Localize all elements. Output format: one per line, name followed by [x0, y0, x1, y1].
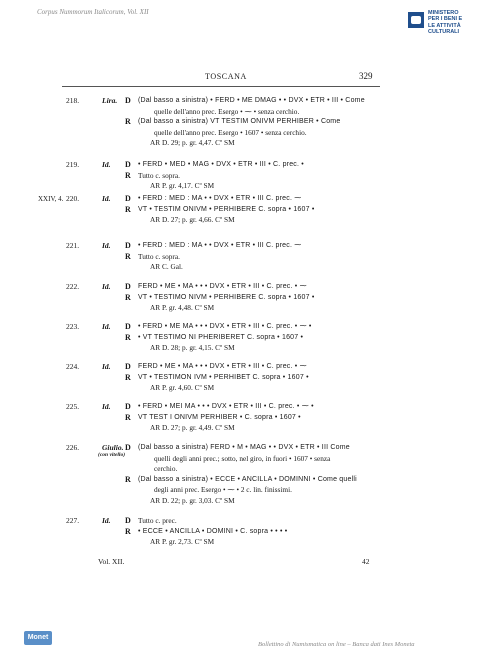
description-line: (Dal basso a sinistra) VT TESTIM ONIVM PERHIBER • Come: [138, 118, 341, 125]
description-line: Tutto c. sopra.: [138, 251, 180, 261]
reverse-mark: R: [125, 251, 131, 261]
obverse-mark: D: [125, 194, 131, 203]
denomination: Id.: [102, 516, 111, 525]
description-line: • FERD • ME MA • • • DVX • ETR • III • C. prec. • ⁓ •: [138, 323, 312, 330]
reverse-mark: R: [125, 332, 131, 342]
description-line: quelle dell'anno prec. Esergo • ⁓ • senza cerchio.: [154, 106, 300, 116]
denomination: Id.: [102, 160, 111, 169]
entry-number: 227.: [66, 516, 80, 525]
obverse-mark: D: [125, 282, 131, 291]
obverse-mark: D: [125, 516, 131, 525]
bulletin-credit: Bollettino di Numismatica on line – Banca dati Ines Moneta: [258, 641, 415, 648]
title-rule: [62, 86, 380, 87]
reverse-mark: R: [125, 117, 131, 126]
reverse-mark: R: [125, 526, 131, 536]
description-line: (Dal basso a sinistra) • FERD • ME DMAG • • DVX • ETR • III • Come: [138, 97, 365, 104]
reverse-mark: R: [125, 292, 131, 302]
description-line: Tutto c. prec.: [138, 516, 177, 525]
entry-number: 225.: [66, 402, 80, 411]
sheet-number: 42: [362, 557, 370, 566]
description-line: • FERD : MED : MA • • DVX • ETR • III C. prec. ⁓: [138, 195, 302, 202]
obverse-mark: D: [125, 322, 131, 331]
volume-label: Vol. XII.: [98, 557, 125, 566]
obverse-mark: D: [125, 362, 131, 371]
ministry-logo-icon: [408, 12, 424, 28]
weight-line: AR P. gr. 4,48. Cº SM: [150, 303, 215, 312]
weight-line: AR C. Gal.: [150, 262, 183, 271]
ministry-label: MINISTERO PER I BENI E LE ATTIVITÀ CULTURALI: [428, 10, 463, 36]
obverse-mark: D: [125, 160, 131, 169]
entry-number: 224.: [66, 362, 80, 371]
obverse-mark: D: [125, 96, 131, 105]
entry-number: 226.: [66, 443, 80, 452]
reverse-mark: R: [125, 170, 131, 180]
description-line: VT • TESTIMO NIVM • PERHIBERE C. sopra • 1607 •: [138, 293, 315, 301]
description-line: quelle dell'anno prec. Esergo • 1607 • senza cerchio.: [154, 127, 307, 137]
description-line: FERD • ME • MA • • • DVX • ETR • III • C. prec. • ⁓: [138, 283, 307, 290]
denomination: Id.: [102, 194, 111, 203]
denomination: Id.: [102, 322, 111, 331]
denomination: Id.: [102, 241, 111, 250]
entry-number: 222.: [66, 282, 80, 291]
description-line: • ECCE • ANCILLA • DOMINI • C. sopra • • • •: [138, 527, 288, 535]
weight-line: AR D. 29; p. gr. 4,47. Cº SM: [150, 138, 235, 147]
denomination: Id.: [102, 362, 111, 371]
reverse-mark: R: [125, 412, 131, 422]
weight-line: AR D. 22; p. gr. 3,03. Cº SM: [150, 495, 235, 505]
description-line: degli anni prec. Esergo • ⁓ • 2 c. lin. finissimi.: [154, 485, 292, 494]
reverse-mark: R: [125, 372, 131, 382]
page-title: TOSCANA: [205, 72, 247, 81]
plate-reference: XXIV, 4.: [38, 195, 64, 203]
description-line: cerchio.: [154, 464, 178, 473]
weight-line: AR P. gr. 2,73. Cº SM: [150, 537, 215, 546]
obverse-mark: D: [125, 443, 131, 452]
description-line: VT TEST I ONIVM PERHIBER • C. sopra • 1607 •: [138, 413, 301, 421]
reverse-mark: R: [125, 204, 131, 214]
entry-number: 218.: [66, 96, 80, 105]
description-line: • FERD : MED : MA • • DVX • ETR • III C. prec. ⁓: [138, 242, 302, 249]
description-line: (Dal basso a sinistra) FERD • M • MAG • • DVX • ETR • III Come: [138, 444, 350, 451]
description-line: Tutto c. sopra.: [138, 170, 180, 180]
description-line: FERD • ME • MA • • • DVX • ETR • III • C. prec. • ⁓: [138, 363, 307, 370]
weight-line: AR D. 27; p. gr. 4,49. Cº SM: [150, 423, 235, 432]
denomination: Id.: [102, 282, 111, 291]
denomination: Lira.: [102, 96, 118, 105]
weight-line: AR D. 28; p. gr. 4,15. Cº SM: [150, 343, 235, 352]
corpus-header: Corpus Nummorum Italicorum, Vol. XII: [37, 8, 149, 16]
obverse-mark: D: [125, 241, 131, 250]
description-line: • VT TESTIMO NI PHERIBERET C. sopra • 1607 •: [138, 333, 304, 341]
description-line: (Dal basso a sinistra) • ECCE • ANCILLA • DOMINNI • Come quelli: [138, 475, 357, 483]
reverse-mark: R: [125, 474, 131, 484]
description-line: • FERD • MEI MA • • • DVX • ETR • III • C. prec. • ⁓ •: [138, 403, 314, 410]
denomination-note: (con vitello): [98, 452, 126, 458]
description-line: • FERD • MED • MAG • DVX • ETR • III • C. prec. •: [138, 161, 304, 168]
description-line: quelli degli anni prec.; sotto, nel giro, in fuori • 1607 • senza: [154, 453, 331, 463]
entry-number: 219.: [66, 160, 80, 169]
weight-line: AR D. 27; p. gr. 4,66. Cº SM: [150, 215, 235, 224]
page-number: 329: [359, 71, 373, 81]
obverse-mark: D: [125, 402, 131, 411]
denomination: Giulio.: [102, 443, 124, 452]
entry-number: 220.: [66, 194, 80, 203]
entry-number: 223.: [66, 322, 80, 331]
weight-line: AR P. gr. 4,17. Cº SM: [150, 181, 215, 190]
monet-logo: Monet: [24, 631, 52, 645]
description-line: VT • TESTIM ONIVM • PERHIBERE C. sopra • 1607 •: [138, 205, 315, 213]
denomination: Id.: [102, 402, 111, 411]
weight-line: AR P. gr. 4,60. Cº SM: [150, 383, 215, 392]
entry-number: 221.: [66, 241, 80, 250]
description-line: VT • TESTIMON IVM • PERHIBET C. sopra • 1607 •: [138, 373, 309, 381]
